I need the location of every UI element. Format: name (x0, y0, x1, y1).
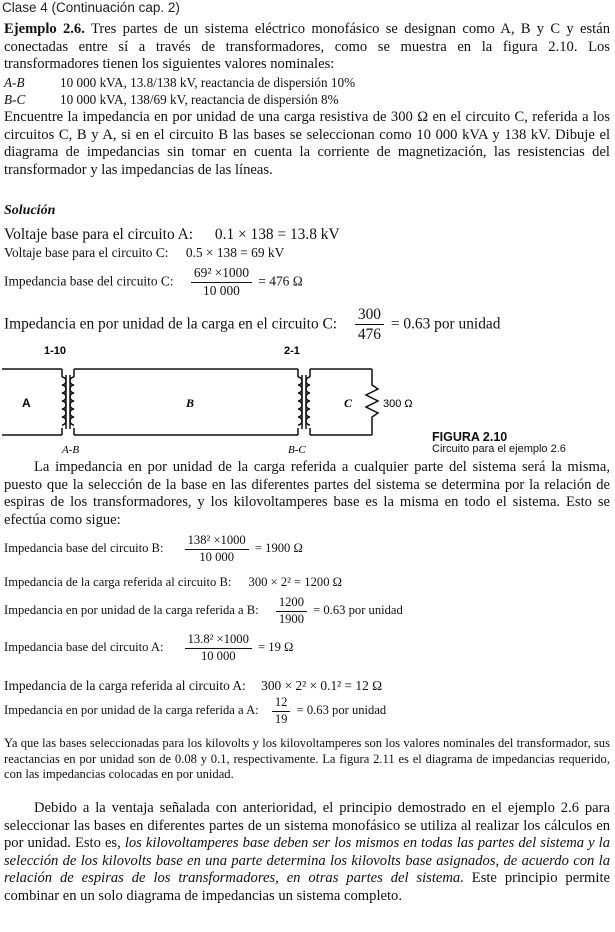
figure-title: FIGURA 2.10 (432, 430, 508, 444)
rating-ab-value: 10 000 kVA, 13.8/138 kV, reactancia de dispersión 10% (60, 75, 356, 90)
eq1-label: Voltaje base para el circuito A: (4, 226, 194, 243)
rating-bc (4, 92, 339, 108)
task-paragraph: Encuentre la impedancia en por unidad de una carga resistiva de 300 Ω en el circuito C, referida a los circuitos C, B y A, si en el circuito B las bases se seleccionan como 10 000 kVA y 138 kV. Dibuje el diagrama de impedancias sin tomar en cuenta la corriente de magnetización, las resistencias del transformador y las impedancias de las líneas. (4, 109, 610, 178)
eq1-expr: 0.1 × 138 = 13.8 kV (214, 226, 340, 243)
eq4-fraction (355, 305, 384, 345)
rating-bc-value: 10 000 kVA, 138/69 kV, reactancia de dispersión 8% (60, 92, 339, 107)
eq9-expr: 300 × 2² × 0.1² = 12 Ω (261, 678, 383, 693)
eq-pu-load-c (4, 305, 500, 345)
eq5-label: Impedancia base del circuito B: (4, 541, 164, 556)
section-c-label: C (344, 396, 353, 410)
eq4-numerator: 300 (355, 305, 384, 325)
rating-ab-label: A-B (4, 75, 25, 90)
eq10-fraction (272, 695, 291, 727)
tr2-label: 2-1 (284, 345, 300, 357)
eq10-numerator: 12 (272, 695, 291, 712)
example-intro: Tres partes de un sistema eléctrico monofásico se designan como A, B y C y están conectadas entre sí a través de transformadores, como se muestra en la figura 2.10. Los transformadores tienen los siguientes valores nominales: (4, 21, 610, 73)
eq3-label: Impedancia base del circuito C: (4, 273, 174, 289)
eq-impedance-base-a (4, 632, 293, 664)
eq7-denominator: 1900 (278, 611, 305, 626)
example-paragraph (4, 21, 610, 74)
eq-voltage-base-c (4, 245, 284, 261)
figure-caption: Circuito para el ejemplo 2.6 (432, 443, 566, 455)
load-resistor (366, 369, 378, 435)
eq7-numerator: 1200 (276, 595, 307, 612)
eq10-result: = 0.63 por unidad (296, 703, 387, 718)
eq-voltage-base-a (4, 226, 340, 244)
rating-ab (4, 75, 355, 91)
rating-bc-label: B-C (4, 92, 26, 107)
eq8-result: = 19 Ω (258, 640, 294, 655)
eq2-expr: 0.5 × 138 = 69 kV (185, 245, 285, 260)
eq-impedance-base-c (4, 265, 303, 300)
eq-pu-load-b (4, 595, 403, 627)
eq6-label: Impedancia de la carga referida al circuito B: (4, 575, 232, 589)
page-header: Clase 4 (Continuación cap. 2) (2, 0, 180, 15)
solution-label: Solución (4, 203, 56, 218)
paragraph-2: La impedancia en por unidad de la carga referida a cualquier parte del sistema será la misma, puesto que la selección de la base en las diferentes partes del sistema se determina por la relación de espiras de los transformadores, y los kilovoltamperes base es la misma en todo el sistema. Esto se efectúa como sigue: (4, 459, 610, 528)
eq-load-referred-a (4, 678, 382, 694)
eq3-denominator: 10 000 (203, 282, 240, 298)
under-label-ab: A-B (62, 444, 80, 456)
eq-impedance-base-b (4, 533, 303, 565)
eq7-label: Impedancia en por unidad de la carga referida a B: (4, 603, 259, 618)
eq8-fraction (185, 632, 252, 664)
eq8-numerator: 13.8² ×1000 (185, 632, 252, 649)
paragraph-3: Ya que las bases seleccionadas para los kilovolts y los kilovoltamperes son los valores nominales del transformador, sus reactancias en por unidad son de 0.08 y 0.1, respectivamente. La figura 2.11 es el diagrama de impedancias requerido, con las impedancias colocadas en por unidad. (4, 736, 610, 781)
paragraph-4-text: Debido a la ventaja señalada con anterioridad, el principio demostrado en el ejemplo 2.6 para seleccionar las bases en diferentes partes de un sistema monofásico se utiliza al realizar los cálculos en por unidad. Esto es, (4, 800, 610, 852)
eq10-label: Impedancia en por unidad de la carga referida a A: (4, 703, 259, 718)
eq8-label: Impedancia base del circuito A: (4, 640, 164, 655)
eq7-result: = 0.63 por unidad (313, 603, 403, 618)
section-b-label: B (186, 396, 195, 410)
example-title: Ejemplo 2.6. (4, 21, 85, 37)
eq3-numerator: 69² ×1000 (191, 265, 252, 283)
load-label: 300 Ω (383, 398, 413, 410)
eq5-denominator: 10 000 (199, 549, 234, 564)
eq7-fraction (276, 595, 307, 627)
circuit-diagram (0, 345, 430, 457)
paragraph-4-principle: los kilovoltamperes base deben ser los mismos en todas las partes del sistema y la selección de los kilovolts base en una parte determina los kilovolts base asignados, de acuerdo con la relación de espiras de los transformadores, en otras partes del sistema. (4, 835, 610, 887)
eq4-denominator: 476 (357, 326, 381, 344)
eq5-result: = 1900 Ω (254, 541, 303, 556)
eq-load-referred-b (4, 575, 342, 590)
section-a-label: A (22, 396, 31, 410)
under-label-bc: B-C (288, 444, 306, 456)
tr1-label: 1-10 (44, 345, 67, 357)
eq4-result: = 0.63 por unidad (390, 315, 501, 333)
eq4-label: Impedancia en por unidad de la carga en el circuito C: (4, 315, 338, 333)
eq3-result: = 476 Ω (258, 273, 303, 289)
eq3-fraction (191, 265, 252, 300)
eq9-label: Impedancia de la carga referida al circuito A: (4, 678, 246, 693)
eq6-expr: 300 × 2² = 1200 Ω (248, 575, 343, 589)
eq-pu-load-a (4, 695, 386, 727)
eq10-denominator: 19 (274, 711, 288, 726)
eq5-numerator: 138² ×1000 (185, 533, 249, 550)
eq2-label: Voltaje base para el circuito C: (4, 245, 169, 260)
paragraph-4-end: Este principio permite combinar en un solo diagrama de impedancias un sistema completo. (4, 870, 610, 904)
paragraph-4 (4, 800, 610, 906)
eq8-denominator: 10 000 (200, 648, 236, 663)
eq5-fraction (185, 533, 249, 565)
